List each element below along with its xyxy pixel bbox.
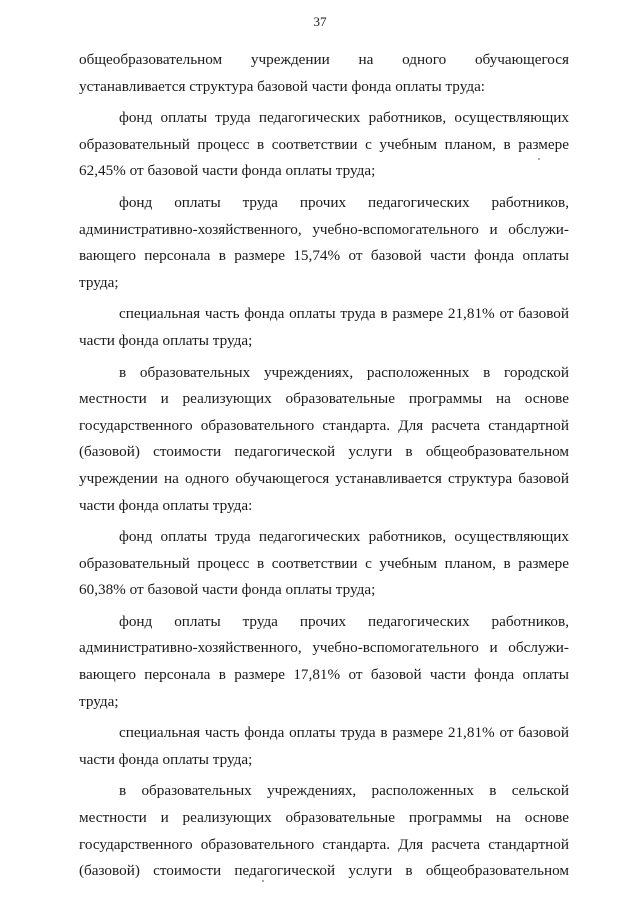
text-line: местности и реализующих образовательные программы на основе	[79, 390, 569, 408]
paragraph	[79, 524, 569, 604]
paragraph	[79, 105, 569, 185]
text-line: вающего персонала в размере 15,74% от базовой части фонда оплаты	[79, 247, 569, 265]
text-line: административно-хозяйственного, учебно-вспомогательного и обслужи-	[79, 220, 569, 238]
text-line: учреждении на одного обучающегося устанавливается структура базовой	[79, 469, 569, 487]
text-line: государственного образовательного стандарта. Для расчета стандартной	[79, 416, 569, 434]
text-line: 60,38% от базовой части фонда оплаты труда;	[79, 581, 376, 599]
text-line: фонд оплаты труда прочих педагогических работников,	[119, 612, 569, 630]
text-line: государственного образовательного стандарта. Для расчета стандартной	[79, 835, 569, 853]
text-line: фонд оплаты труда прочих педагогических работников,	[119, 193, 569, 211]
text-line: части фонда оплаты труда:	[79, 496, 253, 514]
paragraph	[79, 778, 569, 884]
text-line: образовательный процесс в соответствии с учебным планом, в размере	[79, 554, 569, 572]
paragraph	[79, 720, 569, 773]
paragraph	[79, 47, 569, 100]
text-line: части фонда оплаты труда;	[79, 750, 253, 768]
text-line: устанавливается структура базовой части фонда оплаты труда:	[79, 77, 486, 95]
document-body	[79, 47, 569, 885]
text-line: (базовой) стоимости педагогической услуги в общеобразовательном	[79, 443, 569, 461]
paragraph	[79, 609, 569, 715]
scan-speck	[538, 158, 540, 160]
text-line: общеобразовательном учреждении на одного обучающегося	[79, 51, 569, 68]
text-line: 62,45% от базовой части фонда оплаты труда;	[79, 162, 376, 180]
page-number: 37	[313, 14, 327, 29]
text-line: (базовой) стоимости педагогической услуги в общеобразовательном	[79, 862, 569, 880]
text-line: в образовательных учреждениях, расположенных в городской	[119, 363, 569, 381]
text-line: части фонда оплаты труда;	[79, 331, 253, 349]
text-line: вающего персонала в размере 17,81% от базовой части фонда оплаты	[79, 666, 569, 684]
text-line: специальная часть фонда оплаты труда в размере 21,81% от базовой	[119, 724, 569, 742]
paragraph	[79, 360, 569, 520]
paragraph	[79, 190, 569, 296]
text-line: фонд оплаты труда педагогических работников, осуществляющих	[119, 528, 569, 546]
text-line: образовательный процесс в соответствии с учебным планом, в размере	[79, 135, 569, 153]
text-line: административно-хозяйственного, учебно-вспомогательного и обслужи-	[79, 639, 569, 657]
text-line: местности и реализующих образовательные программы на основе	[79, 809, 569, 827]
paragraph	[79, 301, 569, 354]
text-line: фонд оплаты труда педагогических работников, осуществляющих	[119, 109, 569, 127]
scan-speck	[262, 880, 264, 882]
text-line: специальная часть фонда оплаты труда в размере 21,81% от базовой	[119, 305, 569, 323]
text-line: труда;	[79, 692, 119, 710]
text-line: в образовательных учреждениях, расположенных в сельской	[119, 782, 569, 800]
text-line: труда;	[79, 273, 119, 291]
